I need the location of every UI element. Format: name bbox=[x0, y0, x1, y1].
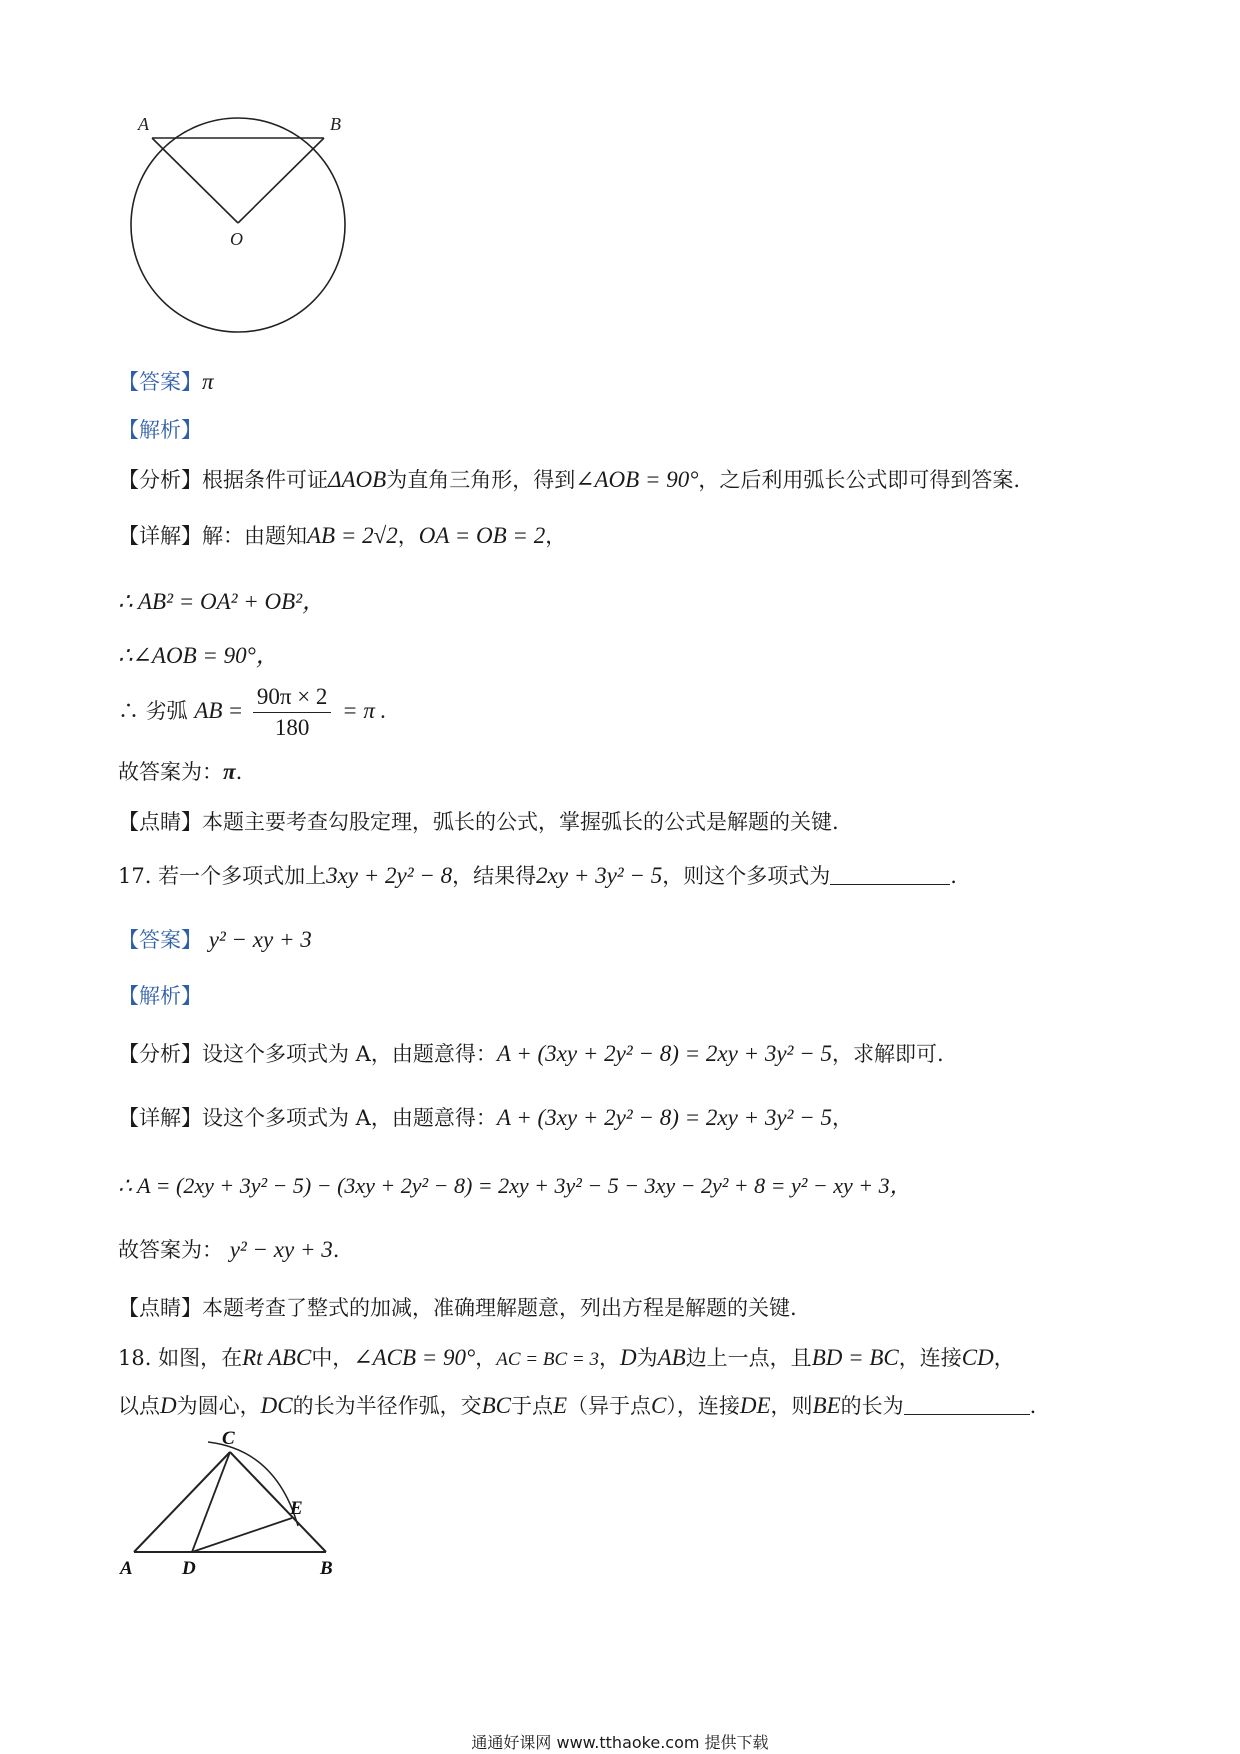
q16-xiangjie: 【详解】解：由题知AB = 2√2，OA = OB = 2， bbox=[118, 523, 567, 548]
label-c: C bbox=[222, 1430, 235, 1449]
q16-answer: 【答案】π bbox=[118, 369, 214, 394]
radius-oa bbox=[152, 138, 238, 223]
q16-step2: ∴∠AOB = 90°， bbox=[118, 643, 279, 668]
label-a: A bbox=[120, 1558, 133, 1579]
answer-blank[interactable] bbox=[830, 864, 950, 885]
answer-blank[interactable] bbox=[904, 1394, 1030, 1415]
q17-answer: 【答案】 y² − xy + 3 bbox=[118, 927, 312, 952]
q17-dianjing: 【点睛】本题考查了整式的加减，准确理解题意，列出方程是解题的关键. bbox=[118, 1296, 797, 1320]
q17-analysis-label: 【解析】 bbox=[118, 984, 202, 1008]
label-e: E bbox=[290, 1498, 303, 1519]
q16-dianjing: 【点睛】本题主要考查勾股定理，弧长的公式，掌握弧长的公式是解题的关键. bbox=[118, 810, 839, 834]
label-d: D bbox=[182, 1558, 196, 1579]
label-b: B bbox=[330, 114, 341, 134]
q16-conclusion: 故答案为：π. bbox=[118, 759, 243, 784]
triangle-figure bbox=[110, 1430, 350, 1580]
q16-step3: ∴ 劣弧 AB = $\frac{90\pi \times 2}{180}$ = π . bbox=[118, 684, 387, 740]
q17-conclusion: 故答案为： y² − xy + 3. bbox=[118, 1237, 340, 1262]
q18-stem-line1: 18. 如图，在Rt ABC中，∠ACB = 90°，AC = BC = 3，D为AB边上一点，且BD = BC，连接CD， bbox=[118, 1345, 1015, 1370]
segment-cd bbox=[192, 1452, 230, 1552]
radius-ob bbox=[238, 138, 324, 223]
circle-o bbox=[131, 118, 345, 332]
q18-stem-line2: 以点D为圆心，DC的长为半径作弧，交BC于点E（异于点C），连接DE，则BE的长为 . bbox=[118, 1393, 1037, 1418]
footer-source: 通通好课网 www.tthaoke.com 提供下载 bbox=[471, 1733, 769, 1752]
q16-step1: ∴ AB² = OA² + OB²， bbox=[118, 589, 326, 614]
q16-analysis-label: 【解析】 bbox=[118, 418, 202, 442]
label-o: O bbox=[230, 229, 243, 249]
q17-fenxi: 【分析】设这个多项式为 A，由题意得：A + (3xy + 2y² − 8) = 2xy + 3y² − 5，求解即可. bbox=[118, 1041, 944, 1066]
q17-stem: 17. 若一个多项式加上3xy + 2y² − 8，结果得2xy + 3y² − 5，则这个多项式为 . bbox=[118, 863, 957, 888]
side-ac bbox=[134, 1452, 230, 1552]
q17-step: ∴ A = (2xy + 3y² − 5) − (3xy + 2y² − 8) = 2xy + 3y² − 5 − 3xy − 2y² + 8 = y² − xy + 3， bbox=[118, 1173, 912, 1198]
q17-xiangjie: 【详解】设这个多项式为 A，由题意得：A + (3xy + 2y² − 8) = 2xy + 3y² − 5， bbox=[118, 1105, 853, 1130]
circle-figure bbox=[110, 110, 370, 360]
segment-de bbox=[192, 1518, 292, 1552]
arc-ce bbox=[208, 1442, 298, 1526]
side-cb bbox=[230, 1452, 326, 1552]
q16-fenxi: 【分析】根据条件可证ΔAOB为直角三角形，得到∠AOB = 90°，之后利用弧长公式即可得到答案. bbox=[118, 467, 1021, 492]
label-b: B bbox=[320, 1558, 333, 1579]
label-a: A bbox=[138, 114, 149, 134]
